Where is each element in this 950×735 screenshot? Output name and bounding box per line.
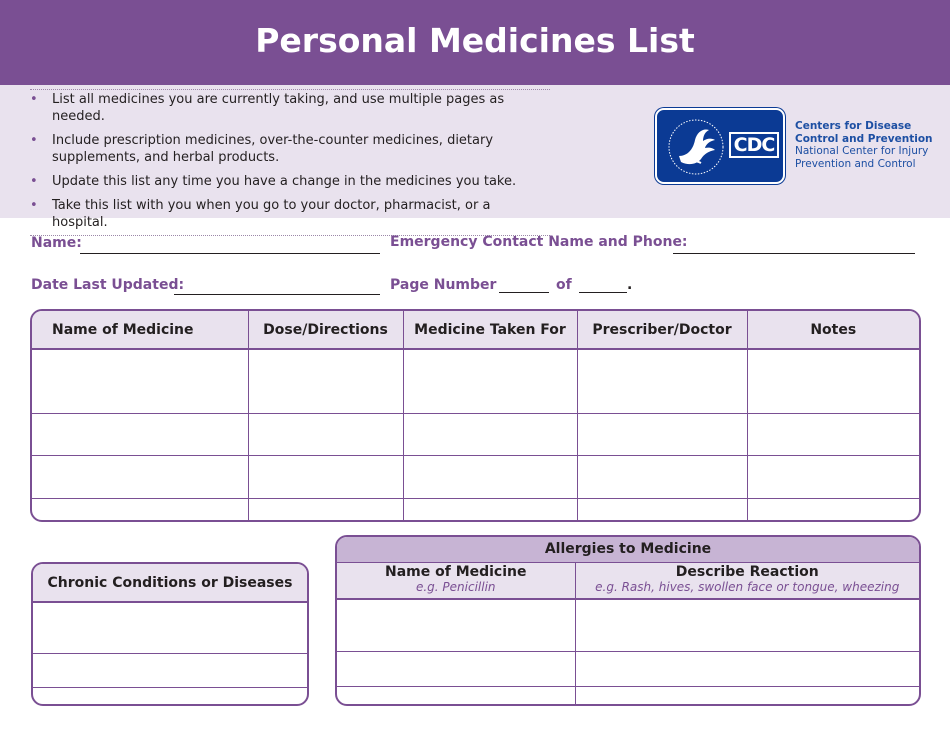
- table-cell[interactable]: [403, 349, 577, 413]
- page-title: Personal Medicines List: [255, 21, 695, 60]
- table-cell[interactable]: [747, 349, 919, 413]
- instruction-item: [30, 91, 550, 125]
- instruction-text: Take this list with you when you go to your doctor, pharmacist, or a hospital.: [52, 198, 491, 230]
- allergies-table: [335, 535, 921, 706]
- table-cell[interactable]: [577, 349, 747, 413]
- table-cell[interactable]: [248, 413, 403, 456]
- emergency-contact-field[interactable]: [673, 253, 915, 254]
- table-cell[interactable]: [33, 653, 307, 687]
- date-updated-label: Date Last Updated:: [31, 277, 185, 293]
- table-cell[interactable]: [747, 456, 919, 499]
- column-header-label: Describe Reaction: [675, 564, 819, 581]
- table-cell[interactable]: [248, 499, 403, 520]
- table-cell[interactable]: [577, 413, 747, 456]
- cdc-mark: CDC: [729, 132, 779, 158]
- instruction-item: [30, 197, 550, 231]
- table-cell[interactable]: [747, 413, 919, 456]
- table-header-row: [337, 562, 919, 599]
- period-mark: .: [627, 277, 633, 293]
- instructions-panel: [0, 85, 950, 230]
- instruction-item: [30, 173, 550, 190]
- medicines-table: [30, 309, 921, 522]
- table-row: [33, 602, 307, 653]
- table-cell[interactable]: [577, 499, 747, 520]
- example-text: e.g. Penicillin: [415, 580, 496, 595]
- bullet-icon: •: [30, 92, 38, 107]
- column-header: Dose/Directions: [248, 311, 403, 349]
- column-header: Notes: [747, 311, 919, 349]
- table-row: [33, 653, 307, 687]
- table-cell[interactable]: [575, 687, 919, 705]
- table-row: [33, 687, 307, 704]
- table-row: [337, 687, 919, 705]
- center-line: National Center for Injury: [795, 145, 929, 157]
- emergency-contact-label: Emergency Contact Name and Phone:: [390, 234, 688, 250]
- example-text: e.g. Rash, hives, swollen face or tongue, wheezing: [595, 580, 900, 595]
- page-number-label: Page Number: [390, 277, 497, 293]
- table-cell[interactable]: [32, 456, 248, 499]
- instruction-text: Include prescription medicines, over-the-counter medicines, dietary supplements, and herbal products.: [52, 133, 494, 165]
- instructions-list: [30, 91, 550, 236]
- column-header: [337, 562, 575, 599]
- table-cell[interactable]: [575, 652, 919, 687]
- table-row: [32, 413, 919, 456]
- cdc-org-text: [795, 120, 945, 170]
- table-cell[interactable]: [747, 499, 919, 520]
- table-row: [32, 499, 919, 520]
- org-line: Centers for Disease: [795, 120, 912, 132]
- table-cell[interactable]: [33, 602, 307, 653]
- table-row: [32, 456, 919, 499]
- allergies-title: Allergies to Medicine: [337, 537, 919, 562]
- column-header: Chronic Conditions or Diseases: [33, 564, 307, 602]
- table-header-row: [32, 311, 919, 349]
- table-cell[interactable]: [337, 599, 575, 652]
- column-header: Name of Medicine: [32, 311, 248, 349]
- cdc-logo: [655, 108, 785, 184]
- table-cell[interactable]: [575, 599, 919, 652]
- table-cell[interactable]: [32, 413, 248, 456]
- date-updated-field[interactable]: [174, 294, 380, 295]
- bullet-icon: •: [30, 198, 38, 213]
- column-header: Prescriber/Doctor: [577, 311, 747, 349]
- table-cell[interactable]: [32, 349, 248, 413]
- instruction-text: List all medicines you are currently taking, and use multiple pages as needed.: [52, 92, 505, 124]
- column-header-label: Name of Medicine: [384, 564, 527, 581]
- table-row: [337, 652, 919, 687]
- column-header: [575, 562, 919, 599]
- table-row: [32, 349, 919, 413]
- table-cell[interactable]: [33, 687, 307, 704]
- of-label: of: [556, 277, 572, 293]
- column-header: Medicine Taken For: [403, 311, 577, 349]
- chronic-conditions-table: [31, 562, 309, 706]
- table-header-row: [33, 564, 307, 602]
- table-cell[interactable]: [403, 456, 577, 499]
- org-line: Control and Prevention: [795, 132, 933, 145]
- name-label: Name:: [31, 235, 82, 251]
- table-cell[interactable]: [403, 499, 577, 520]
- instruction-text: Update this list any time you have a change in the medicines you take.: [52, 174, 517, 189]
- instruction-item: [30, 132, 550, 166]
- table-cell[interactable]: [32, 499, 248, 520]
- divider: [30, 89, 550, 90]
- table-cell[interactable]: [248, 456, 403, 499]
- hhs-eagle-icon: [665, 116, 727, 178]
- table-cell[interactable]: [248, 349, 403, 413]
- table-cell[interactable]: [403, 413, 577, 456]
- bullet-icon: •: [30, 133, 38, 148]
- bullet-icon: •: [30, 174, 38, 189]
- page-total-field[interactable]: [579, 292, 627, 293]
- table-title-row: [337, 537, 919, 562]
- header-bar: [0, 0, 950, 85]
- table-cell[interactable]: [577, 456, 747, 499]
- page-number-field[interactable]: [499, 292, 549, 293]
- table-cell[interactable]: [337, 687, 575, 705]
- table-cell[interactable]: [337, 652, 575, 687]
- center-line: Prevention and Control: [795, 157, 916, 170]
- table-row: [337, 599, 919, 652]
- name-field[interactable]: [80, 253, 380, 254]
